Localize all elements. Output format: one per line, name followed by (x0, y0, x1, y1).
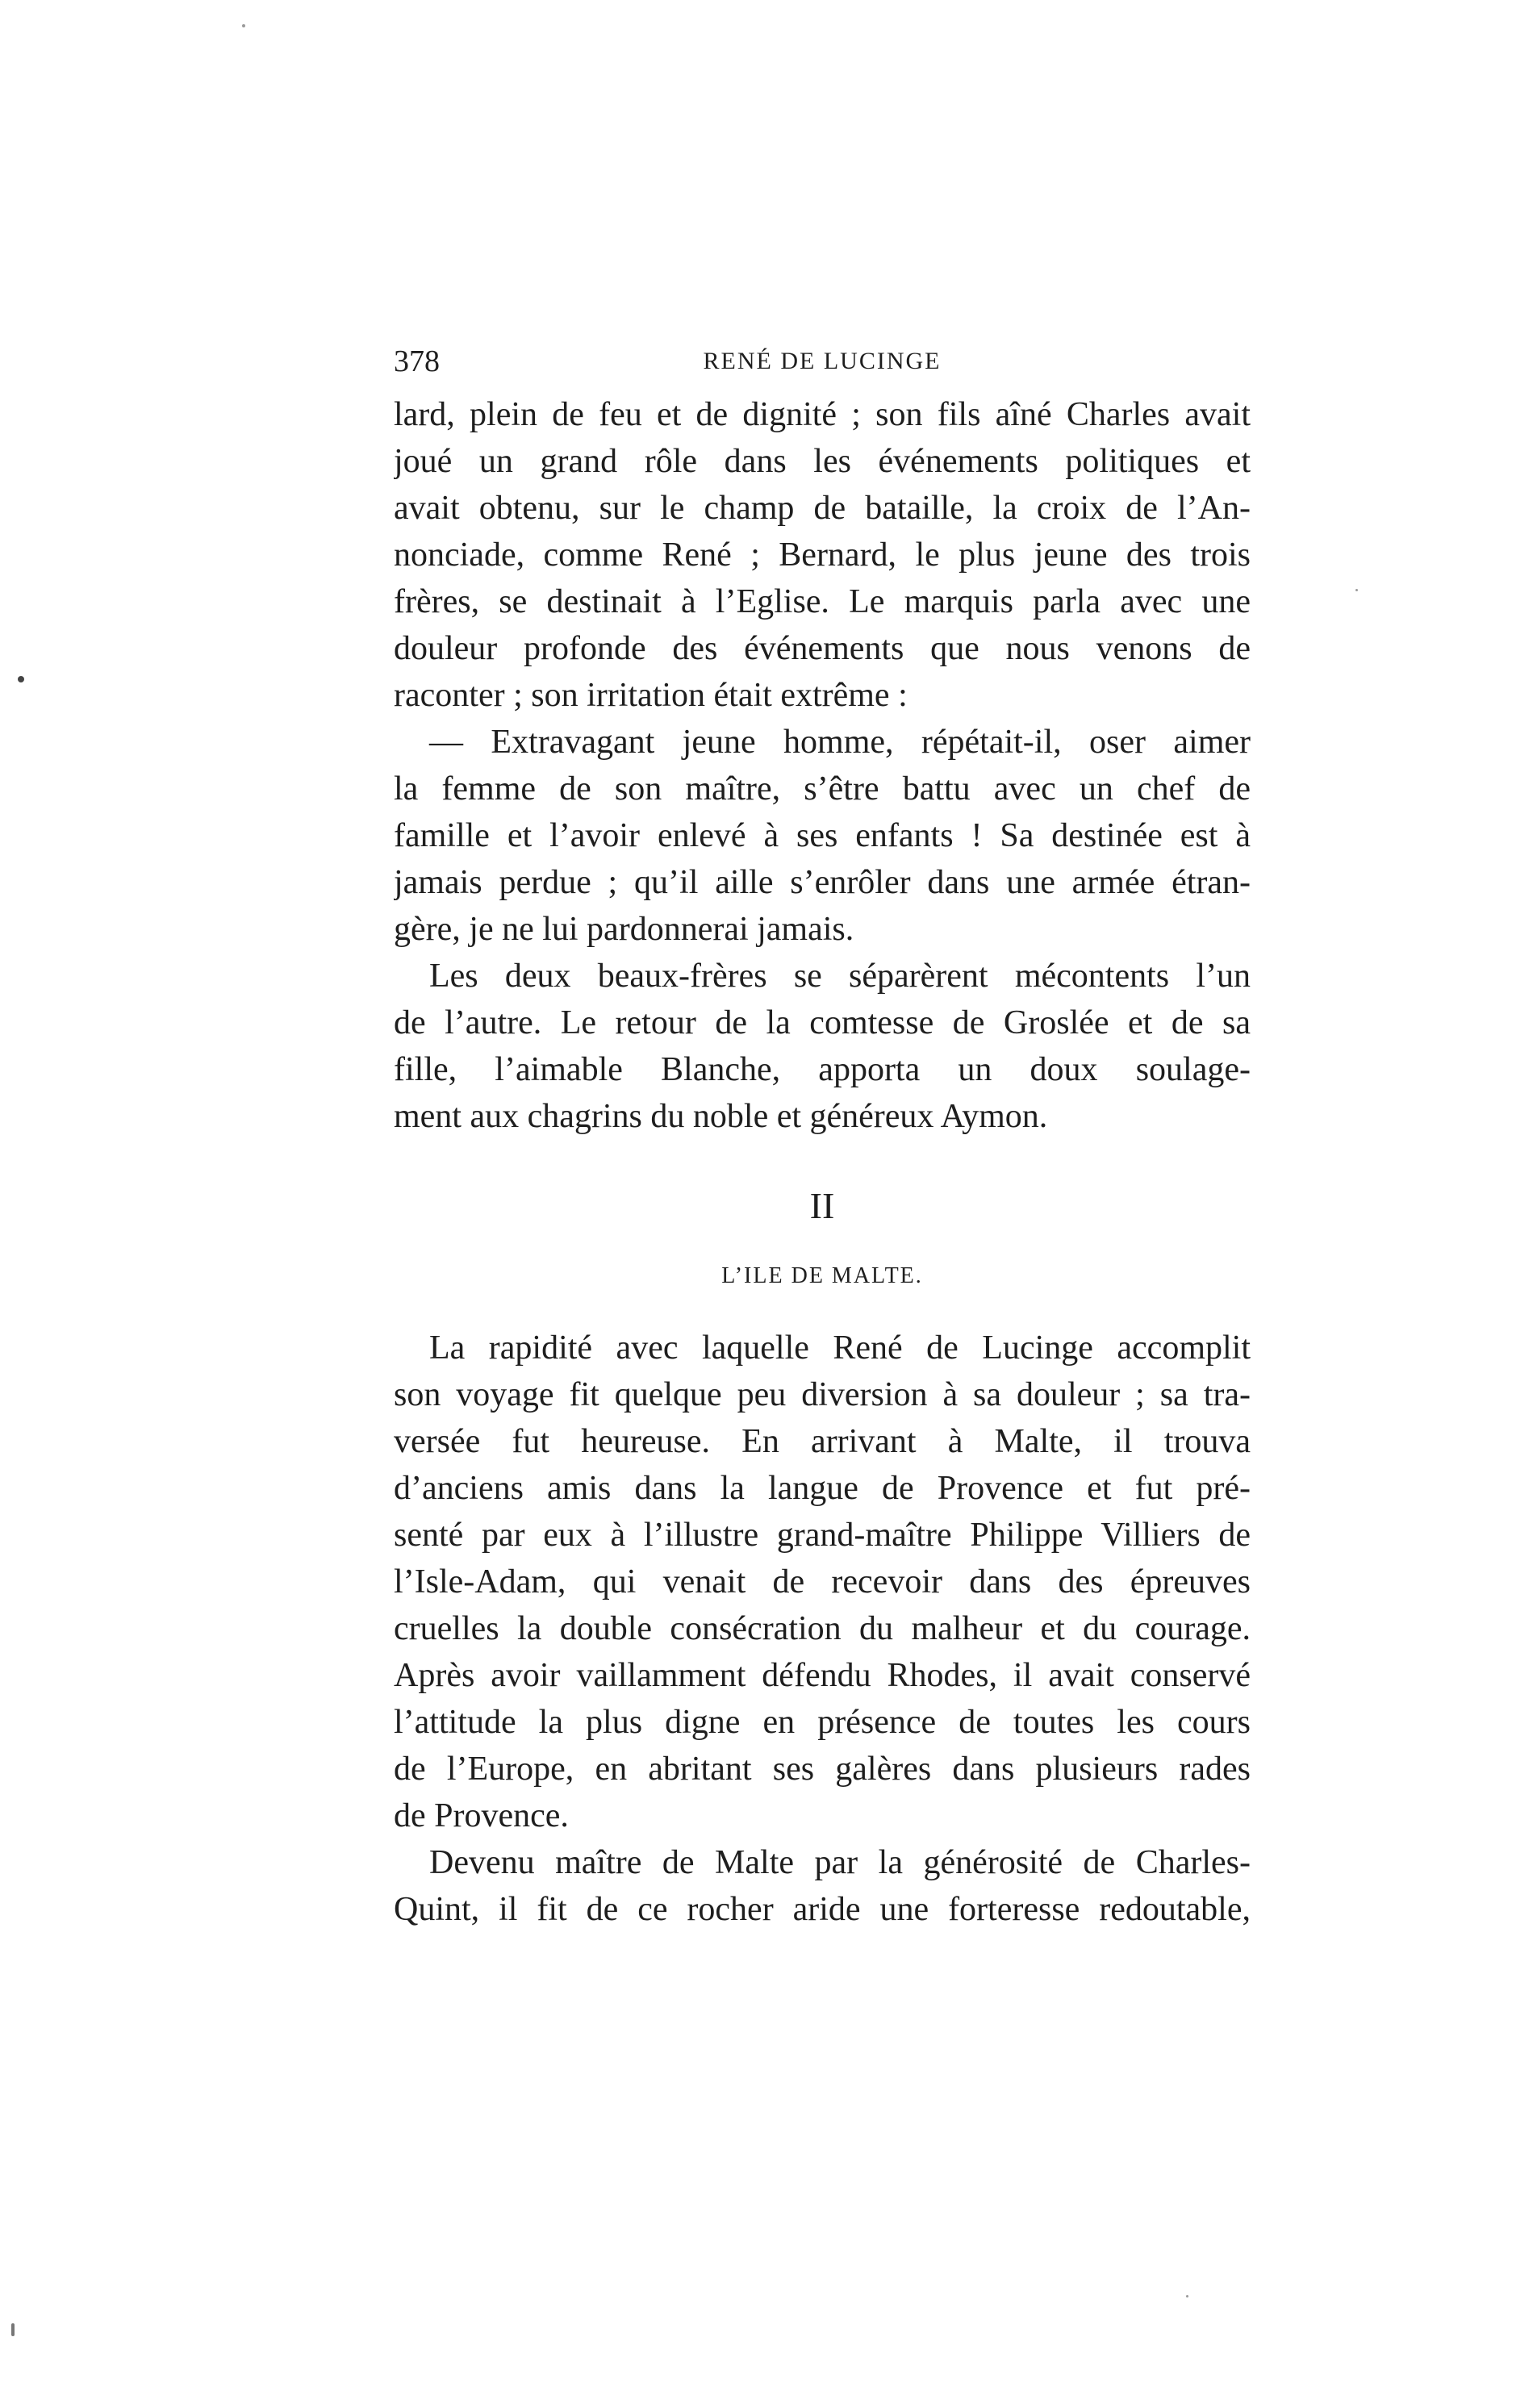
text-line: de l’autre. Le retour de la comtesse de Groslée et de sa (394, 1004, 1251, 1041)
scan-speck (1355, 589, 1358, 591)
text-line: nonciade, comme René ; Bernard, le plus jeune des trois (394, 536, 1251, 574)
text-line: La rapidité avec laquelle René de Lucinge accomplit (429, 1329, 1251, 1367)
chapter-number: II (809, 1185, 835, 1226)
text-line: raconter ; son irritation était extrême : (394, 677, 908, 714)
text-line: gère, je ne lui pardonnerai jamais. (394, 911, 854, 948)
text-line: d’anciens amis dans la langue de Provence et fut pré- (394, 1470, 1251, 1507)
text-line: Les deux beaux-frères se séparèrent mécontents l’un (429, 958, 1251, 995)
text-line: Devenu maître de Malte par la générosité de Charles- (429, 1844, 1251, 1881)
text-line: cruelles la double consécration du malheur et du courage. (394, 1610, 1251, 1647)
text-line: avait obtenu, sur le champ de bataille, la croix de l’An- (394, 490, 1251, 527)
text-line: lard, plein de feu et de dignité ; son fils aîné Charles avait (394, 396, 1251, 433)
text-line: ment aux chagrins du noble et généreux Aymon. (394, 1098, 1048, 1135)
running-head: RENÉ DE LUCINGE (703, 348, 942, 374)
text-line: fille, l’aimable Blanche, apporta un doux soulage- (394, 1051, 1251, 1088)
text-line: Quint, il fit de ce rocher aride une forteresse redoutable, (394, 1891, 1251, 1928)
text-line: de Provence. (394, 1797, 569, 1834)
text-line: versée fut heureuse. En arrivant à Malte, il trouva (394, 1423, 1251, 1460)
scan-speck (242, 24, 245, 27)
text-line: l’Isle-Adam, qui venait de recevoir dans des épreuves (394, 1563, 1251, 1600)
text-line: famille et l’avoir enlevé à ses enfants ! Sa destinée est à (394, 817, 1251, 854)
scan-speck (1186, 2295, 1188, 2297)
scan-speck (18, 676, 24, 682)
text-line: frères, se destinait à l’Eglise. Le marquis parla avec une (394, 583, 1251, 620)
text-block-before-chapter (394, 391, 1251, 1140)
chapter-title: L’ILE DE MALTE. (721, 1263, 923, 1288)
text-line: douleur profonde des événements que nous venons de (394, 630, 1251, 667)
page-number: 378 (394, 344, 440, 378)
text-block-after-chapter (394, 1325, 1251, 1933)
text-line: joué un grand rôle dans les événements politiques et (394, 443, 1251, 480)
text-line: jamais perdue ; qu’il aille s’enrôler dans une armée étran- (394, 864, 1251, 901)
text-line: de l’Europe, en abritant ses galères dans plusieurs rades (394, 1751, 1251, 1788)
text-line: la femme de son maître, s’être battu avec un chef de (394, 770, 1251, 808)
text-line: Après avoir vaillamment défendu Rhodes, il avait conservé (394, 1657, 1251, 1694)
text-line: senté par eux à l’illustre grand-maître Philippe Villiers de (394, 1517, 1251, 1554)
text-line: l’attitude la plus digne en présence de toutes les cours (394, 1704, 1251, 1741)
scan-speck (11, 2323, 15, 2336)
text-line: — Extravagant jeune homme, répétait-il, oser aimer (429, 724, 1251, 761)
text-line: son voyage fit quelque peu diversion à sa douleur ; sa tra- (394, 1376, 1251, 1413)
page-header (394, 337, 1251, 386)
